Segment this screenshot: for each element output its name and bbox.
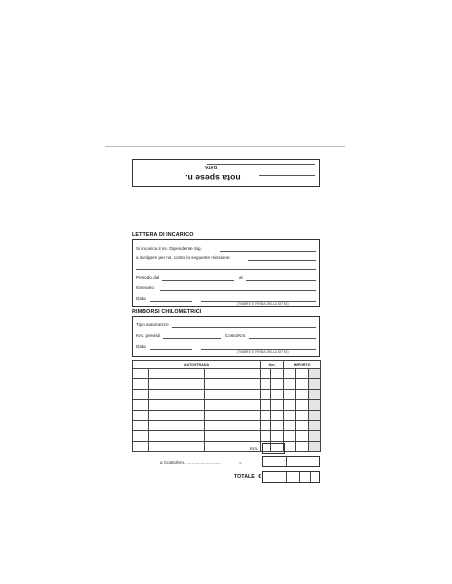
totale-text: TOTALE — [234, 474, 255, 480]
autostrada-table — [132, 360, 321, 452]
table-cell[interactable] — [261, 379, 271, 389]
table-cell[interactable] — [284, 400, 296, 410]
table-cell[interactable] — [133, 369, 149, 379]
table-cell[interactable] — [284, 420, 296, 430]
table-row — [133, 400, 321, 410]
table-cell[interactable] — [261, 389, 271, 399]
top-divider — [105, 146, 345, 147]
incarico-line1: Si incarica il ns. Dipendente Sig. — [136, 246, 202, 251]
table-cell[interactable] — [296, 431, 309, 441]
rimborsi-costo: Costo/Km. — [225, 333, 247, 338]
table-cell[interactable] — [284, 410, 296, 420]
table-cell[interactable] — [309, 431, 321, 441]
incarico-box — [132, 239, 320, 307]
totale-divider-1 — [286, 472, 287, 482]
table-cell[interactable] — [284, 389, 296, 399]
incarico-al: al — [239, 275, 243, 280]
rimborsi-km-rule — [163, 338, 221, 339]
table-cell[interactable] — [271, 420, 284, 430]
totals-equals: = — [239, 460, 242, 465]
header-importo: IMPORTO — [284, 361, 321, 369]
table-cell[interactable] — [271, 369, 284, 379]
table-cell[interactable] — [261, 400, 271, 410]
totals-costo-box[interactable] — [262, 456, 320, 467]
table-cell[interactable] — [296, 410, 309, 420]
cover-date-line — [207, 164, 315, 165]
rimborsi-stamp: (TIMBRO E FIRMA DELLA DITTA) — [237, 350, 289, 354]
table-cell[interactable] — [133, 410, 149, 420]
header-km: Km. — [261, 361, 284, 369]
table-cell[interactable] — [284, 441, 296, 451]
currency-symbol: € — [258, 474, 262, 480]
table-cell[interactable] — [133, 420, 149, 430]
table-cell[interactable] — [149, 369, 205, 379]
table-cell[interactable] — [205, 379, 261, 389]
table-cell[interactable] — [296, 400, 309, 410]
table-cell[interactable] — [149, 410, 205, 420]
table-cell[interactable] — [149, 400, 205, 410]
rimborsi-km: Km. previsti — [136, 333, 160, 338]
table-cell[interactable] — [261, 369, 271, 379]
table-cell[interactable] — [284, 379, 296, 389]
totals-km-box[interactable] — [262, 443, 285, 454]
totals-costo-decimal: · — [284, 458, 286, 464]
incarico-itinerario: Itinerario — [136, 285, 154, 290]
totals-totale-label — [234, 474, 261, 480]
rimborsi-data-rule — [150, 349, 192, 350]
table-cell[interactable] — [261, 420, 271, 430]
totals-costo-divider — [286, 457, 287, 466]
incarico-periodo-rule — [162, 280, 234, 281]
table-cell[interactable] — [296, 379, 309, 389]
totals-km-label: Km. — [250, 446, 259, 451]
table-cell[interactable] — [309, 369, 321, 379]
totals-totale-box[interactable] — [262, 471, 320, 483]
rimborsi-data: Data — [136, 344, 146, 349]
table-cell[interactable] — [205, 389, 261, 399]
table-cell[interactable] — [149, 441, 205, 451]
table-cell[interactable] — [149, 431, 205, 441]
rimborsi-box — [132, 316, 320, 357]
incarico-line1-rule — [220, 251, 316, 252]
cover-date-label: DATA — [205, 165, 217, 170]
table-row — [133, 389, 321, 399]
table-row — [133, 431, 321, 441]
table-cell[interactable] — [149, 389, 205, 399]
table-cell[interactable] — [309, 410, 321, 420]
incarico-data-rule — [150, 301, 192, 302]
incarico-heading: LETTERA DI INCARICO — [132, 232, 194, 238]
table-cell[interactable] — [296, 369, 309, 379]
incarico-al-rule — [246, 280, 316, 281]
table-cell[interactable] — [309, 400, 321, 410]
totals-costo-label: a Costo/Km. ........................... — [160, 460, 222, 465]
table-cell[interactable] — [271, 389, 284, 399]
cover-title: nota spese n. — [185, 173, 241, 183]
table-cell[interactable] — [296, 420, 309, 430]
table-cell[interactable] — [296, 389, 309, 399]
table-cell[interactable] — [284, 431, 296, 441]
incarico-line2-rule — [248, 260, 316, 261]
incarico-stamp: (TIMBRO E FIRMA DELLA DITTA) — [237, 302, 289, 306]
table-cell[interactable] — [205, 420, 261, 430]
rimborsi-heading: RIMBORSI CHILOMETRICI — [132, 309, 202, 315]
table-cell[interactable] — [205, 410, 261, 420]
table-cell[interactable] — [133, 431, 149, 441]
table-cell[interactable] — [205, 369, 261, 379]
table-cell[interactable] — [261, 410, 271, 420]
incarico-data: Data — [136, 296, 146, 301]
table-cell[interactable] — [309, 379, 321, 389]
table-cell[interactable] — [149, 420, 205, 430]
table-cell[interactable] — [271, 431, 284, 441]
cover-content — [133, 160, 319, 186]
rimborsi-costo-rule — [249, 338, 316, 339]
table-cell[interactable] — [133, 400, 149, 410]
rimborsi-tipo-rule — [172, 327, 316, 328]
table-row — [133, 420, 321, 430]
table-cell[interactable] — [309, 389, 321, 399]
table-cell[interactable] — [261, 431, 271, 441]
table-cell[interactable] — [271, 379, 284, 389]
table-cell[interactable] — [271, 400, 284, 410]
table-cell[interactable] — [205, 400, 261, 410]
table-row — [133, 441, 321, 451]
rimborsi-tipo: Tipo automezzo — [136, 322, 169, 327]
table-cell[interactable] — [133, 379, 149, 389]
table-cell[interactable] — [205, 431, 261, 441]
table-cell[interactable] — [271, 410, 284, 420]
table-row — [133, 369, 321, 379]
incarico-line2: a svolgere per ns. conto la seguente missione: — [136, 255, 231, 260]
table-cell[interactable] — [309, 441, 321, 451]
table-header-row — [133, 361, 321, 369]
table-cell[interactable] — [296, 441, 309, 451]
incarico-periodo: Periodo dal — [136, 275, 160, 280]
table-cell[interactable] — [133, 441, 149, 451]
totale-divider-3 — [310, 472, 311, 482]
table-cell[interactable] — [309, 420, 321, 430]
incarico-blank-rule — [136, 269, 316, 270]
table-body — [133, 369, 321, 452]
totale-divider-2 — [299, 472, 300, 482]
table-cell[interactable] — [133, 389, 149, 399]
table-cell[interactable] — [284, 369, 296, 379]
incarico-itinerario-rule — [160, 290, 316, 291]
table-row — [133, 379, 321, 389]
table-row — [133, 410, 321, 420]
cover-title-line — [259, 175, 315, 176]
header-autostrada: AUTOSTRADA — [133, 361, 261, 369]
cover-box — [132, 159, 320, 187]
table-cell[interactable] — [149, 379, 205, 389]
